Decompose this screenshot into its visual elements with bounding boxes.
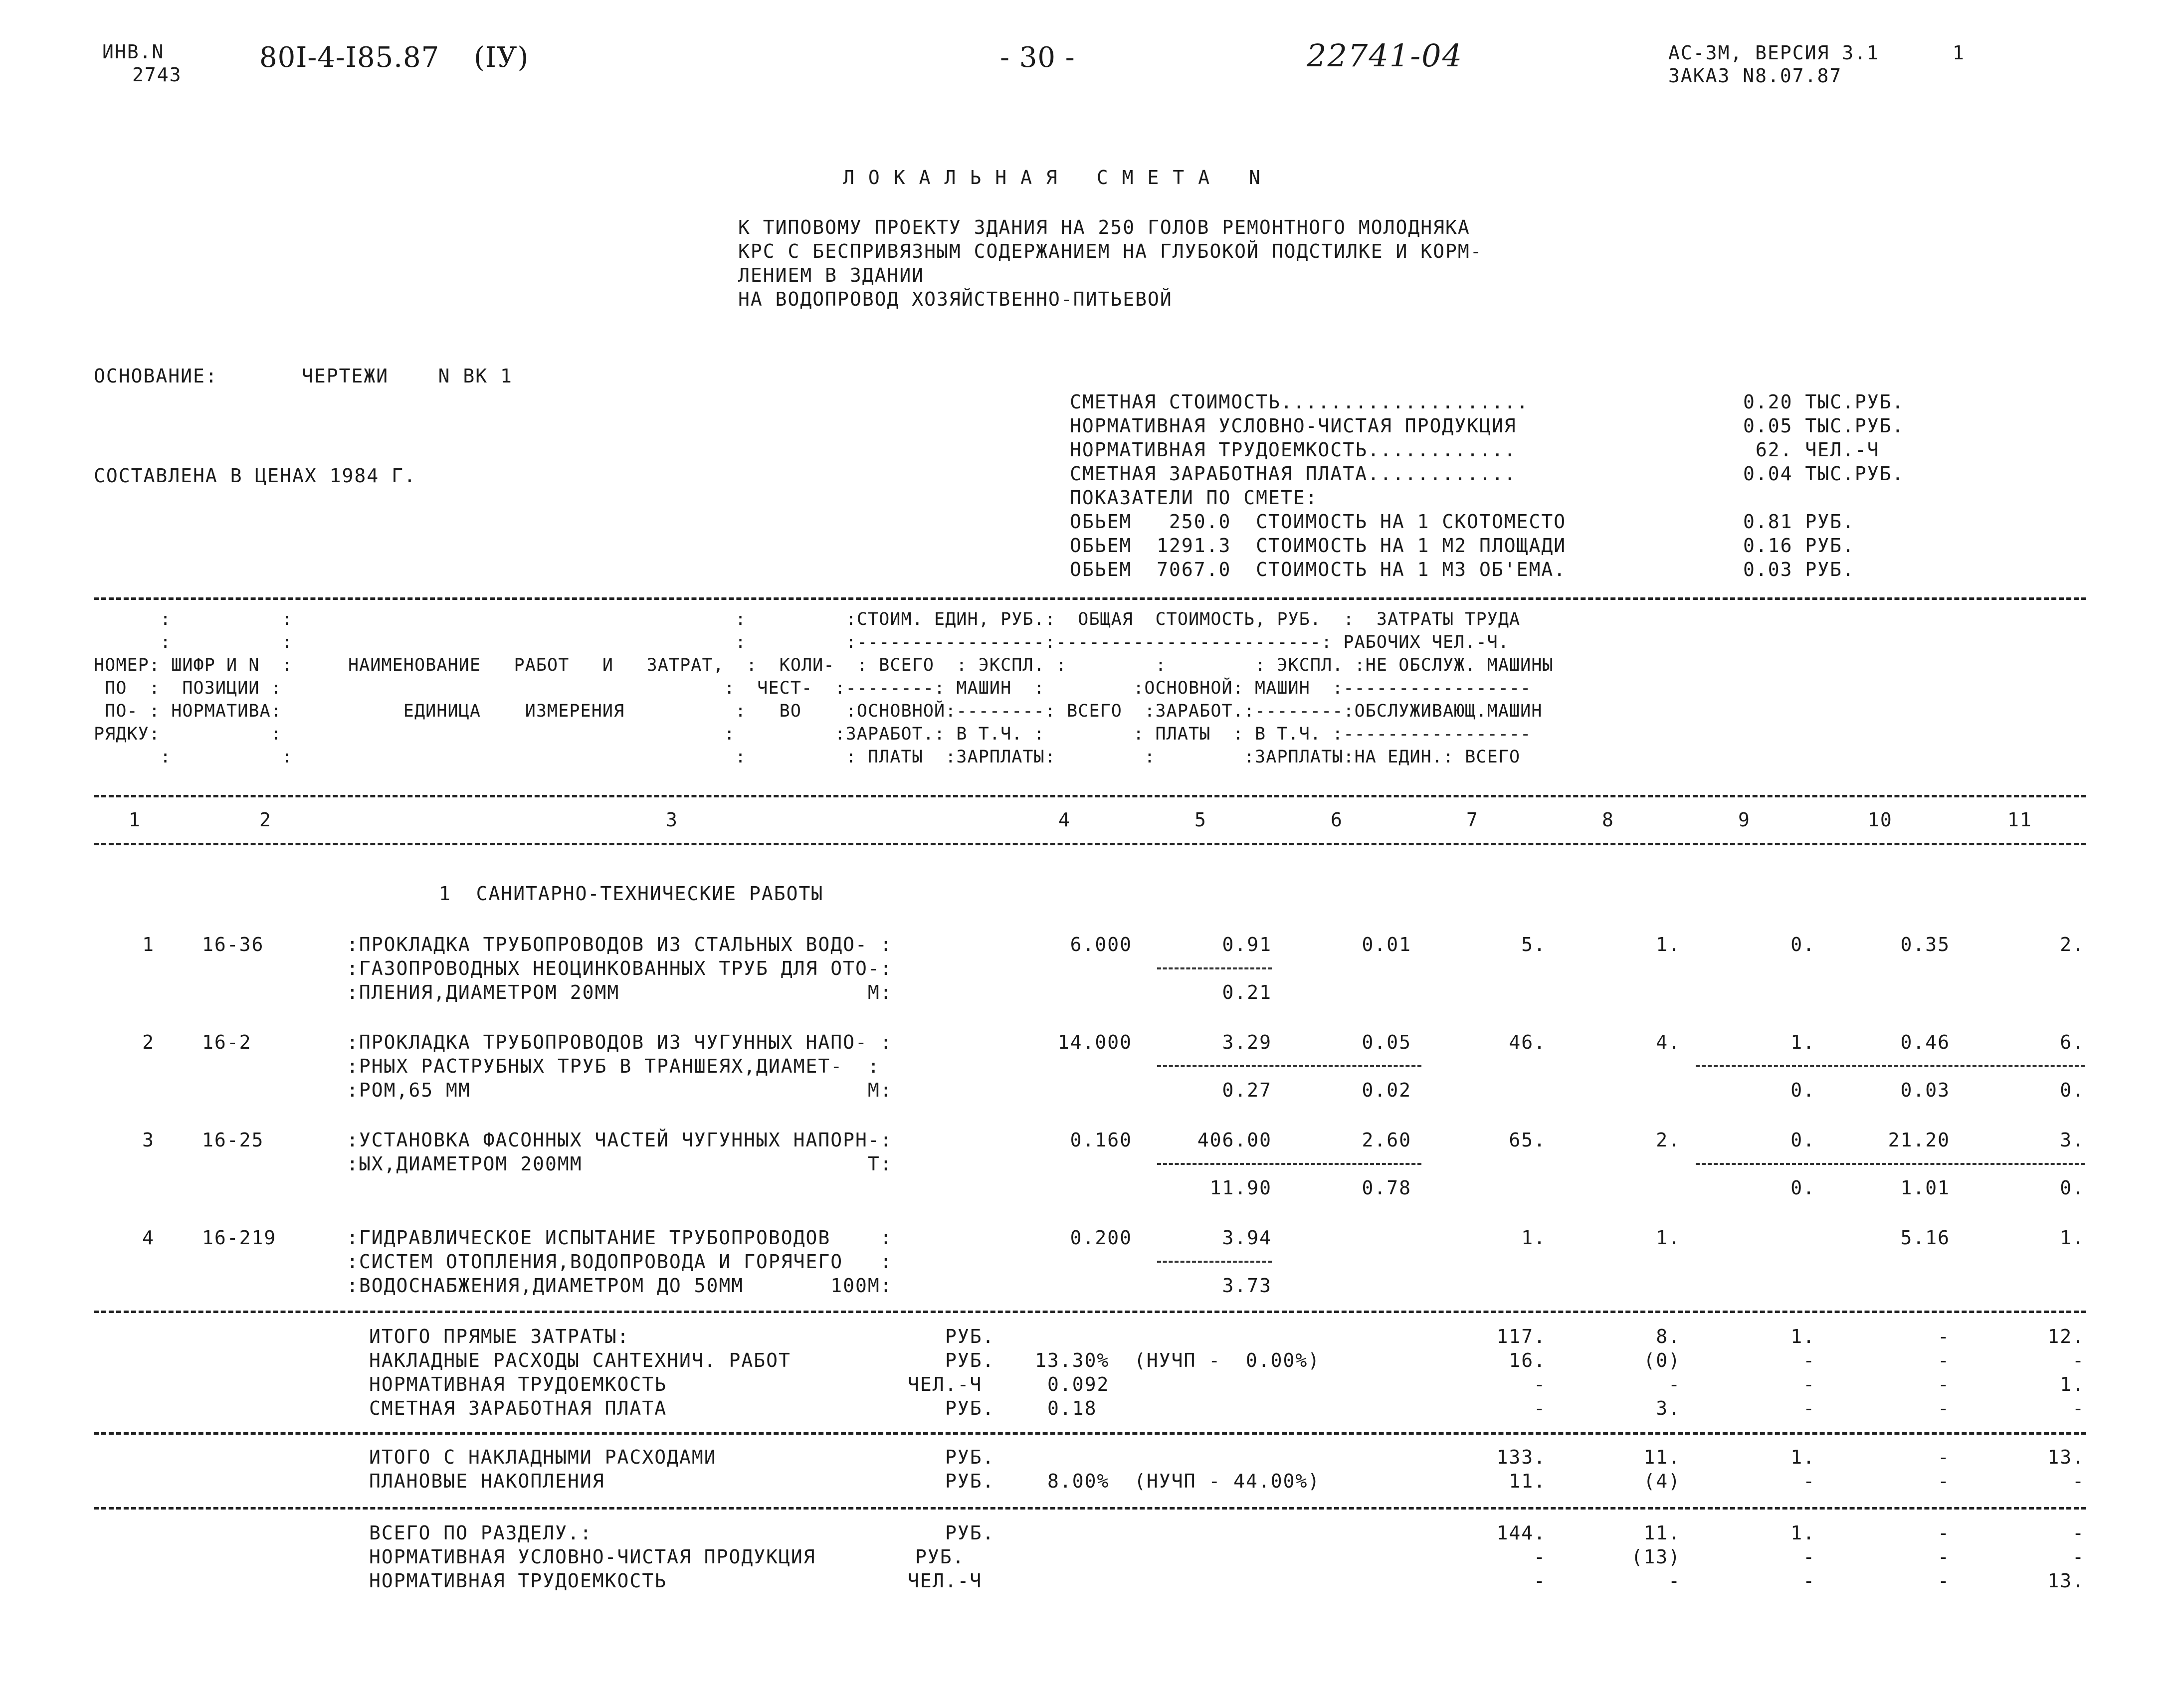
totals-rule: [94, 1432, 2086, 1435]
totals-unit: РУБ.: [945, 1470, 995, 1492]
summary-value: 0.04 ТЫС.РУБ.: [1743, 463, 1905, 485]
totals-unit: РУБ.: [945, 1397, 995, 1419]
totals-label: СМЕТНАЯ ЗАРАБОТНАЯ ПЛАТА: [369, 1397, 667, 1419]
column-number: 6: [1331, 809, 1343, 831]
totals-unit: РУБ.: [945, 1326, 995, 1347]
total-wage: 1.: [1656, 934, 1681, 955]
totals-machines: -: [1803, 1570, 1815, 1592]
totals-labor-total: 13.: [2047, 1570, 2085, 1592]
table-header-line: ПО : ПОЗИЦИИ : : ЧЕСТ- :--------: МАШИН : :ОСНОВНОЙ: МАШИН :-----------------: [94, 678, 1532, 698]
totals-unit: РУБ.: [945, 1522, 995, 1544]
summary-value: 62. ЧЕЛ.-Ч: [1743, 439, 1880, 461]
header-rule: [94, 795, 2086, 797]
totals-wage: 11.: [1643, 1522, 1681, 1544]
work-description: :РОМ,65 ММ М:: [347, 1079, 893, 1101]
summary-label: СМЕТНАЯ ЗАРАБОТНАЯ ПЛАТА............: [1070, 463, 1517, 485]
prices-basis: СОСТАВЛЕНА В ЦЕНАХ 1984 Г.: [94, 465, 416, 487]
project-code: 80I-4-I85.87: [259, 41, 440, 74]
totals-labor-total: -: [2072, 1397, 2085, 1419]
totals-machines: 1.: [1790, 1326, 1815, 1347]
totals-rule: [94, 1311, 2086, 1313]
labor-machine-total: 0.: [2060, 1177, 2085, 1199]
section-title: 1 САНИТАРНО-ТЕХНИЧЕСКИЕ РАБОТЫ: [439, 883, 824, 905]
totals-labor-total: 12.: [2047, 1326, 2085, 1347]
column-number: 11: [2007, 809, 2032, 831]
totals-wage: 11.: [1643, 1446, 1681, 1468]
totals-labor-unit: -: [1938, 1326, 1950, 1347]
labor-machine-per-unit: 0.03: [1900, 1079, 1950, 1101]
title-line: К ТИПОВОМУ ПРОЕКТУ ЗДАНИЯ НА 250 ГОЛОВ РЕМОНТНОГО МОЛОДНЯКА: [738, 216, 1470, 238]
album-number: (IУ): [474, 41, 529, 74]
summary-label: ОБЬЕМ 250.0 СТОИМОСТЬ НА 1 СКОТОМЕСТО: [1070, 511, 1567, 533]
unit-cost-machines: 0.05: [1362, 1031, 1411, 1053]
unit-cost-machines: 0.01: [1362, 934, 1411, 955]
totals-unit: РУБ.: [945, 1349, 995, 1371]
total-machines: 0.: [1790, 1129, 1815, 1151]
document-title: ЛОКАЛЬНАЯ СМЕТА N: [843, 167, 1274, 189]
totals-labor-total: -: [2072, 1349, 2085, 1371]
row-number: 2: [142, 1031, 155, 1053]
row-number: 1: [142, 934, 155, 955]
totals-unit: РУБ.: [945, 1446, 995, 1468]
title-line: КРС С БЕСПРИВЯЗНЫМ СОДЕРЖАНИЕМ НА ГЛУБОКОЙ ПОДСТИЛКЕ И КОРМ-: [738, 240, 1483, 262]
totals-machines: -: [1803, 1546, 1815, 1568]
totals-cost: 11.: [1509, 1470, 1546, 1492]
cell-divider: [1157, 1065, 1421, 1067]
inventory-label: ИНВ.N: [102, 41, 165, 63]
totals-wage: (4): [1643, 1470, 1681, 1492]
summary-label: ОБЬЕМ 7067.0 СТОИМОСТЬ НА 1 М3 ОБ'ЕМА.: [1070, 559, 1567, 580]
quantity: 6.000: [1070, 934, 1132, 955]
cell-divider: [1696, 1065, 2085, 1067]
unit-cost-total: 3.94: [1222, 1227, 1272, 1249]
norm-code: 16-2: [202, 1031, 252, 1053]
unit-cost-wage: 0.27: [1222, 1079, 1272, 1101]
labor-total: 6.: [2060, 1031, 2085, 1053]
work-description: :ПРОКЛАДКА ТРУБОПРОВОДОВ ИЗ СТАЛЬНЫХ ВОДО- :: [347, 934, 893, 955]
labor-total: 2.: [2060, 934, 2085, 955]
labor-per-unit: 5.16: [1900, 1227, 1950, 1249]
summary-label: СМЕТНАЯ СТОИМОСТЬ....................: [1070, 391, 1529, 413]
summary-value: 0.20 ТЫС.РУБ.: [1743, 391, 1905, 413]
labor-per-unit: 0.35: [1900, 934, 1950, 955]
labor-per-unit: 0.46: [1900, 1031, 1950, 1053]
labor-total: 3.: [2060, 1129, 2085, 1151]
totals-wage: (0): [1643, 1349, 1681, 1371]
row-number: 4: [142, 1227, 155, 1249]
title-line: НА ВОДОПРОВОД ХОЗЯЙСТВЕННО-ПИТЬЕВОЙ: [738, 288, 1173, 310]
order-line: ЗАКАЗ N8.07.87: [1668, 65, 1842, 87]
totals-labor-total: -: [2072, 1470, 2085, 1492]
work-description: :ГАЗОПРОВОДНЫХ НЕОЦИНКОВАННЫХ ТРУБ ДЛЯ ОТО-:: [347, 957, 893, 979]
header-bottom-rule: [94, 843, 2086, 845]
totals-labor-total: 13.: [2047, 1446, 2085, 1468]
totals-unit: ЧЕЛ.-Ч: [908, 1373, 983, 1395]
table-header-line: РЯДКУ: : : :ЗАРАБОТ.: В Т.Ч. : : ПЛАТЫ : В Т.Ч. :-----------------: [94, 724, 1532, 744]
norm-code: 16-25: [202, 1129, 264, 1151]
totals-cost: 117.: [1496, 1326, 1546, 1347]
unit-machine-wage: 0.02: [1362, 1079, 1411, 1101]
page-number: - 30 -: [1000, 41, 1075, 74]
totals-labor-unit: -: [1938, 1373, 1950, 1395]
totals-labor-total: -: [2072, 1546, 2085, 1568]
totals-wage: -: [1668, 1373, 1681, 1395]
totals-machines: -: [1803, 1373, 1815, 1395]
totals-labor-unit: -: [1938, 1546, 1950, 1568]
program-version: АС-3М, ВЕРСИЯ 3.1: [1668, 42, 1879, 64]
summary-label: НОРМАТИВНАЯ ТРУДОЕМКОСТЬ............: [1070, 439, 1517, 461]
totals-label: НАКЛАДНЫЕ РАСХОДЫ САНТЕХНИЧ. РАБОТ: [369, 1349, 791, 1371]
cell-divider: [1157, 1163, 1421, 1165]
summary-value: 0.03 РУБ.: [1743, 559, 1855, 580]
machine-wage: 0.: [1790, 1177, 1815, 1199]
totals-machines: -: [1803, 1397, 1815, 1419]
total-machines: 1.: [1790, 1031, 1815, 1053]
total-wage: 4.: [1656, 1031, 1681, 1053]
summary-value: 0.81 РУБ.: [1743, 511, 1855, 533]
totals-machines: 1.: [1790, 1446, 1815, 1468]
table-header-line: ПО- : НОРМАТИВА: ЕДИНИЦА ИЗМЕРЕНИЯ : ВО :ОСНОВНОЙ:--------: ВСЕГО :ЗАРАБОТ.:--------:ОБСЛУЖИВАЮЩ.МАШИН: [94, 701, 1543, 721]
unit-cost-machines: 2.60: [1362, 1129, 1411, 1151]
labor-per-unit: 21.20: [1888, 1129, 1950, 1151]
unit-cost-wage: 11.90: [1209, 1177, 1272, 1199]
work-description: :ПЛЕНИЯ,ДИАМЕТРОМ 20ММ М:: [347, 981, 893, 1003]
work-description: :ВОДОСНАБЖЕНИЯ,ДИАМЕТРОМ ДО 50ММ 100М:: [347, 1275, 893, 1297]
totals-unit: РУБ.: [915, 1546, 965, 1568]
cell-divider: [1157, 1261, 1272, 1263]
total-machines: 0.: [1790, 934, 1815, 955]
column-number: 7: [1466, 809, 1479, 831]
totals-labor-total: 1.: [2060, 1373, 2085, 1395]
totals-wage: 8.: [1656, 1326, 1681, 1347]
totals-label: ИТОГО ПРЯМЫЕ ЗАТРАТЫ:: [369, 1326, 630, 1347]
table-header-line: : : : : ПЛАТЫ :ЗАРПЛАТЫ: : :ЗАРПЛАТЫ:НА ЕДИН.: ВСЕГО: [94, 747, 1521, 767]
work-description: :УСТАНОВКА ФАСОННЫХ ЧАСТЕЙ ЧУГУННЫХ НАПОРН-:: [347, 1129, 893, 1151]
labor-machine-total: 0.: [2060, 1079, 2085, 1101]
totals-cost: -: [1534, 1570, 1546, 1592]
totals-machines: -: [1803, 1470, 1815, 1492]
column-number: 5: [1194, 809, 1207, 831]
work-description: :СИСТЕМ ОТОПЛЕНИЯ,ВОДОПРОВОДА И ГОРЯЧЕГО :: [347, 1251, 893, 1273]
unit-cost-total: 0.91: [1222, 934, 1272, 955]
unit-cost-wage: 3.73: [1222, 1275, 1272, 1297]
column-number: 4: [1058, 809, 1071, 831]
unit-cost-total: 406.00: [1197, 1129, 1272, 1151]
work-description: :РНЫХ РАСТРУБНЫХ ТРУБ В ТРАНШЕЯХ,ДИАМЕТ- :: [347, 1055, 880, 1077]
totals-rate: 0.18: [1047, 1397, 1097, 1419]
work-description: :ГИДРАВЛИЧЕСКОЕ ИСПЫТАНИЕ ТРУБОПРОВОДОВ :: [347, 1227, 893, 1249]
totals-label: ИТОГО С НАКЛАДНЫМИ РАСХОДАМИ: [369, 1446, 717, 1468]
totals-label: ПЛАНОВЫЕ НАКОПЛЕНИЯ: [369, 1470, 605, 1492]
unit-cost-total: 3.29: [1222, 1031, 1272, 1053]
row-number: 3: [142, 1129, 155, 1151]
totals-labor-unit: -: [1938, 1470, 1950, 1492]
work-description: :ЫХ,ДИАМЕТРОМ 200ММ Т:: [347, 1153, 893, 1175]
column-number: 10: [1868, 809, 1893, 831]
quantity: 0.160: [1070, 1129, 1132, 1151]
total-cost: 65.: [1509, 1129, 1546, 1151]
total-cost: 5.: [1521, 934, 1546, 955]
inventory-number: 2743: [132, 64, 182, 86]
totals-labor-unit: -: [1938, 1570, 1950, 1592]
column-number: 8: [1602, 809, 1614, 831]
quantity: 0.200: [1070, 1227, 1132, 1249]
summary-label: ПОКАЗАТЕЛИ ПО СМЕТЕ:: [1070, 487, 1318, 509]
total-cost: 1.: [1521, 1227, 1546, 1249]
totals-machines: 1.: [1790, 1522, 1815, 1544]
labor-total: 1.: [2060, 1227, 2085, 1249]
cell-divider: [1157, 967, 1272, 969]
totals-rate: 13.30% (НУЧП - 0.00%): [1035, 1349, 1321, 1371]
cell-divider: [1696, 1163, 2085, 1165]
totals-labor-total: -: [2072, 1522, 2085, 1544]
totals-rate: 0.092: [1047, 1373, 1110, 1395]
table-header-line: : : : :-----------------:------------------------: РАБОЧИХ ЧЕЛ.-Ч.: [94, 632, 1509, 652]
totals-cost: 144.: [1496, 1522, 1546, 1544]
total-wage: 2.: [1656, 1129, 1681, 1151]
labor-machine-per-unit: 1.01: [1900, 1177, 1950, 1199]
table-top-rule: [94, 597, 2086, 600]
totals-label: ВСЕГО ПО РАЗДЕЛУ.:: [369, 1522, 593, 1544]
machine-wage: 0.: [1790, 1079, 1815, 1101]
summary-value: 0.16 РУБ.: [1743, 535, 1855, 557]
total-wage: 1.: [1656, 1227, 1681, 1249]
column-number: 9: [1738, 809, 1751, 831]
totals-cost: -: [1534, 1397, 1546, 1419]
totals-wage: -: [1668, 1570, 1681, 1592]
basis-label: ОСНОВАНИЕ:: [94, 365, 218, 387]
summary-value: 0.05 ТЫС.РУБ.: [1743, 415, 1905, 437]
column-number: 2: [259, 809, 272, 831]
totals-wage: (13): [1631, 1546, 1681, 1568]
table-header-line: НОМЕР: ШИФР И N : НАИМЕНОВАНИЕ РАБОТ И ЗАТРАТ, : КОЛИ- : ВСЕГО : ЭКСПЛ. : : : ЭКСПЛ. :НЕ ОБСЛУЖ. МАШИНЫ: [94, 655, 1554, 675]
totals-labor-unit: -: [1938, 1522, 1950, 1544]
totals-cost: -: [1534, 1373, 1546, 1395]
totals-labor-unit: -: [1938, 1349, 1950, 1371]
norm-code: 16-36: [202, 934, 264, 955]
table-header-line: : : : :СТОИМ. ЕДИН, РУБ.: ОБЩАЯ СТОИМОСТЬ, РУБ. : ЗАТРАТЫ ТРУДА: [94, 609, 1521, 629]
totals-cost: 133.: [1496, 1446, 1546, 1468]
totals-unit: ЧЕЛ.-Ч: [908, 1570, 983, 1592]
unit-machine-wage: 0.78: [1362, 1177, 1411, 1199]
totals-label: НОРМАТИВНАЯ ТРУДОЕМКОСТЬ: [369, 1570, 667, 1592]
summary-label: НОРМАТИВНАЯ УСЛОВНО-ЧИСТАЯ ПРОДУКЦИЯ: [1070, 415, 1517, 437]
totals-label: НОРМАТИВНАЯ ТРУДОЕМКОСТЬ: [369, 1373, 667, 1395]
column-number: 3: [666, 809, 678, 831]
quantity: 14.000: [1057, 1031, 1132, 1053]
summary-label: ОБЬЕМ 1291.3 СТОИМОСТЬ НА 1 М2 ПЛОЩАДИ: [1070, 535, 1567, 557]
basis-value: ЧЕРТЕЖИ N ВК 1: [302, 365, 513, 387]
totals-label: НОРМАТИВНАЯ УСЛОВНО-ЧИСТАЯ ПРОДУКЦИЯ: [369, 1546, 816, 1568]
totals-rate: 8.00% (НУЧП - 44.00%): [1047, 1470, 1321, 1492]
totals-machines: -: [1803, 1349, 1815, 1371]
title-line: ЛЕНИЕМ В ЗДАНИИ: [738, 264, 925, 286]
program-page: 1: [1953, 42, 1965, 64]
total-cost: 46.: [1509, 1031, 1546, 1053]
totals-cost: 16.: [1509, 1349, 1546, 1371]
totals-wage: 3.: [1656, 1397, 1681, 1419]
unit-cost-wage: 0.21: [1222, 981, 1272, 1003]
totals-labor-unit: -: [1938, 1397, 1950, 1419]
totals-rule: [94, 1507, 2086, 1510]
totals-labor-unit: -: [1938, 1446, 1950, 1468]
handwritten-order-number: 22741-04: [1307, 37, 1463, 74]
norm-code: 16-219: [202, 1227, 277, 1249]
work-description: :ПРОКЛАДКА ТРУБОПРОВОДОВ ИЗ ЧУГУННЫХ НАПО- :: [347, 1031, 893, 1053]
totals-cost: -: [1534, 1546, 1546, 1568]
column-number: 1: [129, 809, 141, 831]
